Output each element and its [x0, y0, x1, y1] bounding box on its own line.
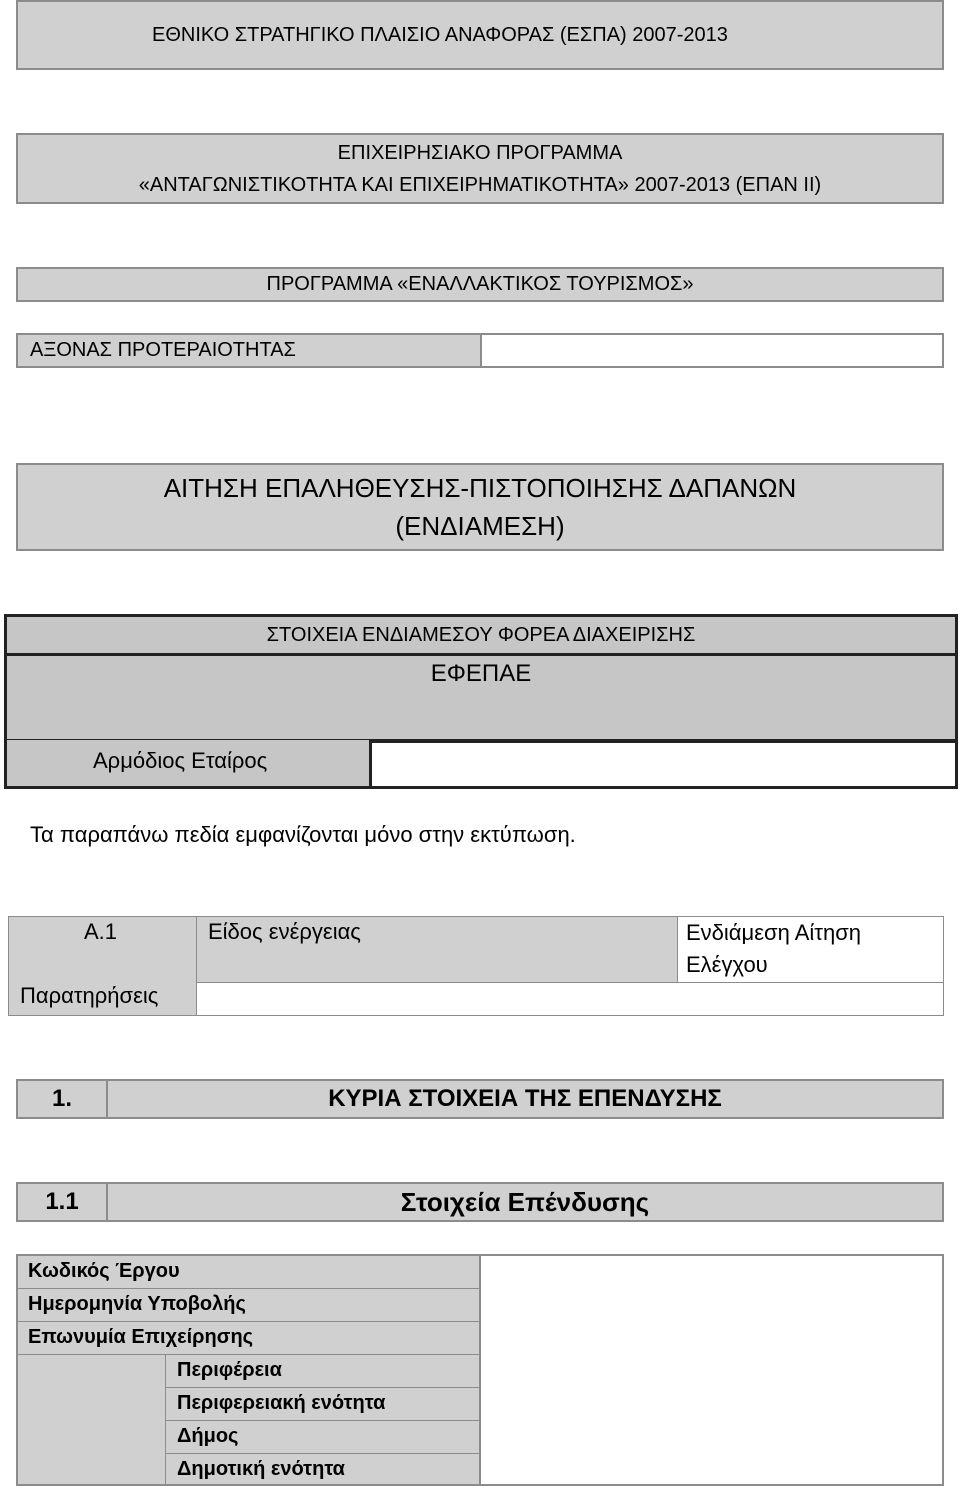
programme-title: ΠΡΟΓΡΑΜΜΑ «ΕΝΑΛΛΑΚΤΙΚΟΣ ΤΟΥΡΙΣΜΟΣ» [266, 273, 694, 295]
intermediate-body-box [4, 614, 958, 742]
action-code: Α.1 [84, 919, 118, 944]
intermediate-body-name: ΕΦΕΠΑΕ [430, 660, 532, 687]
action-code-cell [8, 916, 197, 1016]
action-type-label: Είδος ενέργειας [208, 919, 361, 944]
programme-header [16, 267, 944, 302]
section-1-title: ΚΥΡΙΑ ΣΤΟΙΧΕΙΑ ΤΗΣ ΕΠΕΝΔΥΣΗΣ [328, 1085, 722, 1112]
partner-label: Αρμόδιος Εταίρος [93, 748, 268, 773]
regional-unit-label: Περιφερειακή ενότητα [177, 1392, 386, 1414]
remarks-field[interactable] [196, 982, 944, 1016]
intermediate-body-name-cell [7, 656, 955, 692]
section-1-number: 1. [18, 1081, 108, 1117]
intermediate-body-title: ΣΤΟΙΧΕΙΑ ΕΝΔΙΑΜΕΣΟΥ ΦΟΡΕΑ ΔΙΑΧΕΙΡΙΣΗΣ [266, 623, 696, 646]
remarks-label: Παρατηρήσεις [20, 983, 159, 1008]
investment-values-field[interactable] [481, 1256, 942, 1484]
section-1-header [16, 1079, 944, 1119]
espa-title: ΕΘΝΙΚΟ ΣΤΡΑΤΗΓΙΚΟ ΠΛΑΙΣΙΟ ΑΝΑΦΟΡΑΣ (ΕΣΠΑ) 2007-2013 [152, 23, 728, 46]
espa-header [16, 0, 944, 70]
section-1-1-number: 1.1 [18, 1184, 108, 1220]
request-title-line2: (ΕΝΔΙΑΜΕΣΗ) [395, 511, 565, 541]
op-title-line1: ΕΠΙΧΕΙΡΗΣΙΑΚΟ ΠΡΟΓΡΑΜΜΑ [337, 141, 623, 164]
municipality-label: Δήμος [177, 1425, 239, 1447]
op-title-line2: «ΑΝΤΑΓΩΝΙΣΤΙΚΟΤΗΤΑ ΚΑΙ ΕΠΙΧΕΙΡΗΜΑΤΙΚΟΤΗΤΑ» 2007-2013 (ΕΠΑΝ ΙΙ) [138, 173, 822, 196]
municipal-unit-label: Δημοτική ενότητα [177, 1458, 345, 1480]
operational-programme-header [16, 133, 944, 204]
request-title-box [16, 463, 944, 551]
request-title-line1: ΑΙΤΗΣΗ ΕΠΑΛΗΘΕΥΣΗΣ-ΠΙΣΤΟΠΟΙΗΣΗΣ ΔΑΠΑΝΩΝ [163, 473, 797, 503]
action-type-value-line1: Ενδιάμεση Αίτηση [686, 920, 862, 945]
project-code-label: Κωδικός Έργου [28, 1260, 180, 1282]
print-note: Τα παραπάνω πεδία εμφανίζονται μόνο στην εκτύπωση. [30, 822, 576, 847]
action-type-value [677, 916, 944, 983]
intermediate-body-title-cell [7, 617, 955, 656]
axis-value-field[interactable] [480, 333, 944, 368]
axis-label-cell [16, 333, 482, 368]
section-1-1-title: Στοιχεία Επένδυσης [400, 1186, 650, 1217]
company-name-label: Επωνυμία Επιχείρησης [28, 1326, 254, 1348]
axis-label: ΑΞΟΝΑΣ ΠΡΟΤΕΡΑΙΟΤΗΤΑΣ [30, 339, 296, 361]
column-divider [165, 1355, 166, 1485]
submission-date-label: Ημερομηνία Υποβολής [28, 1293, 246, 1315]
section-1-1-header [16, 1182, 944, 1222]
partner-label-cell [4, 740, 372, 789]
partner-value-field[interactable] [369, 740, 958, 789]
region-label: Περιφέρεια [177, 1359, 282, 1381]
action-type-value-line2: Ελέγχου [686, 952, 768, 977]
